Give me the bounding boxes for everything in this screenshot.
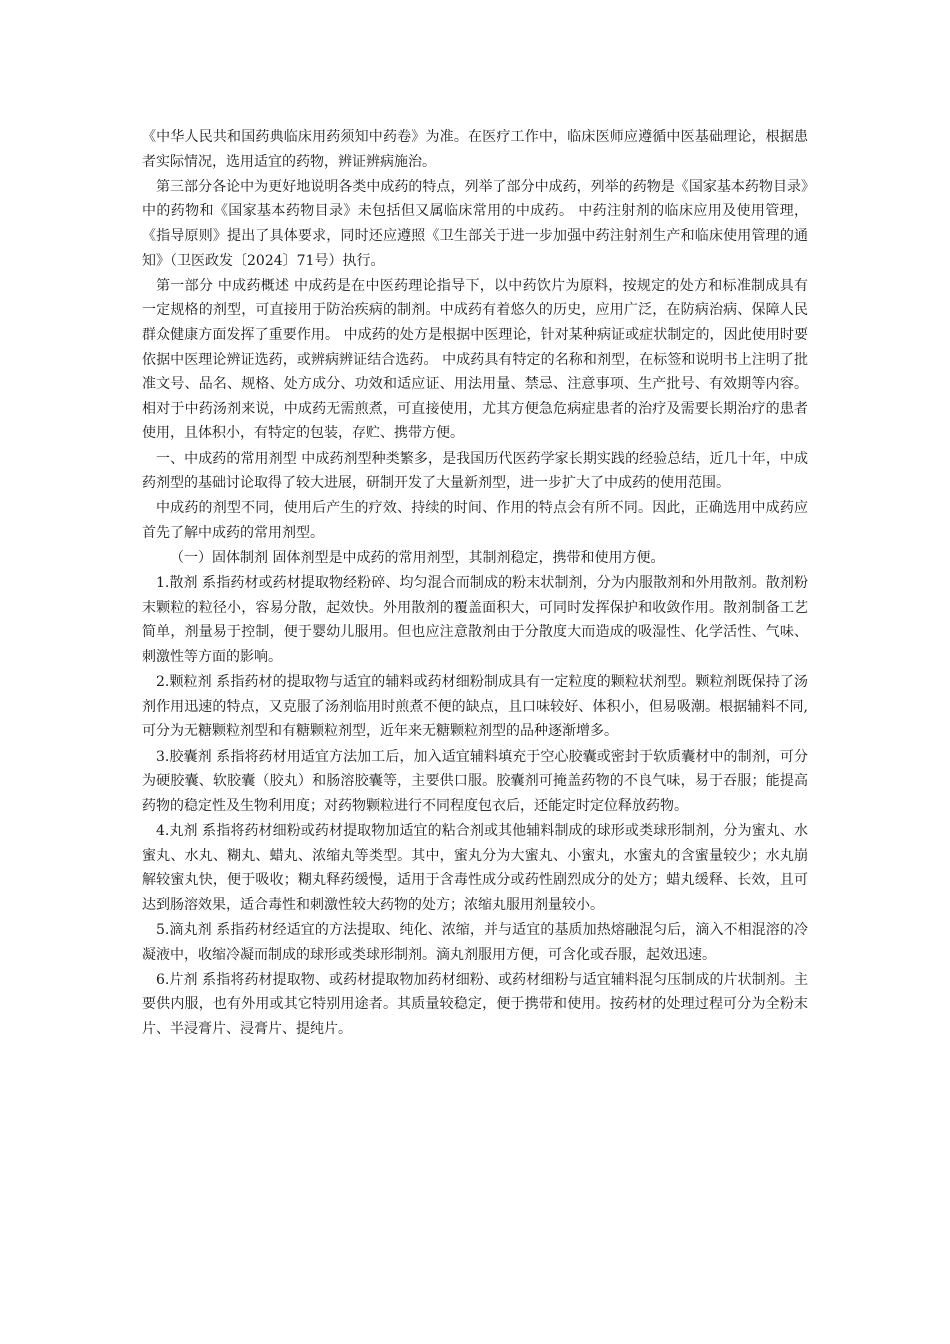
paragraph-dripping-pills: 5.滴丸剂 系指药材经适宜的方法提取、纯化、浓缩，并与适宜的基质加热熔融混匀后，滴入不相混溶的冷凝液中，收缩冷凝而制成的球形或类球形制剂。滴丸剂服用方便，可含化或吞服，起效迅速。 bbox=[142, 921, 808, 963]
paragraph-pills: 4.丸剂 系指将药材细粉或药材提取物加适宜的粘合剂或其他辅料制成的球形或类球形制剂，分为蜜丸、水蜜丸、水丸、糊丸、蜡丸、浓缩丸等类型。其中，蜜丸分为大蜜丸、小蜜丸，水蜜丸的含蜜量较少；水丸崩解较蜜丸快，便于吸收；糊丸释药缓慢，适用于含毒性成分或药性剧烈成分的处方；蜡丸缓释、长效，且可达到肠溶效果，适合毒性和刺激性较大药物的处方；浓缩丸服用剂量较小。 bbox=[142, 822, 808, 913]
paragraph-section-one-dosage-forms: 一、中成药的常用剂型 中成药剂型种类繁多，是我国历代医药学家长期实践的经验总结，近几十年，中成药剂型的基础讨论取得了较大进展，研制开发了大量新剂型，进一步扩大了中成药的使用范围。 bbox=[142, 450, 808, 492]
paragraph-granules: 2.颗粒剂 系指药材的提取物与适宜的辅料或药材细粉制成具有一定粒度的颗粒状剂型。颗粒剂既保持了汤剂作用迅速的特点，又克服了汤剂临用时煎煮不便的缺点，且口味较好、体积小，但易吸潮。根据辅料不同,可分为无糖颗粒剂型和有糖颗粒剂型，近年来无糖颗粒剂型的品种逐渐增多。 bbox=[142, 674, 808, 740]
paragraph-powders: 1.散剂 系指药材或药材提取物经粉碎、均匀混合而制成的粉末状制剂，分为内服散剂和外用散剂。散剂粉末颗粒的粒径小，容易分散，起效快。外用散剂的覆盖面积大，可同时发挥保护和收敛作用。散剂制备工艺简单，剂量易于控制，便于婴幼儿服用。但也应注意散剂由于分散度大而造成的吸湿性、化学活性、气味、刺激性等方面的影响。 bbox=[142, 575, 808, 666]
paragraph-continuation: 《中华人民共和国药典临床用药须知中药卷》为准。在医疗工作中，临床医师应遵循中医基础理论，根据患者实际情况，选用适宜的药物，辨证辨病施治。 bbox=[142, 129, 808, 170]
paragraph-solid-preparations: （一）固体制剂 固体剂型是中成药的常用剂型，其制剂稳定，携带和使用方便。 bbox=[170, 550, 665, 567]
paragraph-tablets: 6.片剂 系指将药材提取物、或药材提取物加药材细粉、或药材细粉与适宜辅料混匀压制成的片状制剂。主要供内服，也有外用或其它特别用途者。其质量较稳定，便于携带和使用。按药材的处理过程可分为全粉末片、半浸膏片、浸膏片、提纯片。 bbox=[142, 971, 808, 1037]
paragraph-capsules: 3.胶囊剂 系指将药材用适宜方法加工后，加入适宜辅料填充于空心胶囊或密封于软质囊材中的制剂，可分为硬胶囊、软胶囊（胶丸）和肠溶胶囊等，主要供口服。胶囊剂可掩盖药物的不良气味，易于吞服；能提高药物的稳定性及生物利用度；对药物颗粒进行不同程度包衣后，还能定时定位释放药物。 bbox=[142, 748, 808, 814]
document-body bbox=[142, 125, 808, 1042]
paragraph-part-one-overview: 第一部分 中成药概述 中成药是在中医药理论指导下，以中药饮片为原料，按规定的处方和标准制成具有一定规格的剂型，可直接用于防治疾病的制剂。中成药有着悠久的历史，应用广泛，在防病治病、保障人民群众健康方面发挥了重要作用。 中成药的处方是根据中医理论，针对某种病证或症状制定的，因此使用时要依据中医理论辨证选药，或辨病辨证结合选药。 中成药具有特定的名称和剂型，在标签和说明书上注明了批准文号、品名、规格、处方成分、功效和适应证、用法用量、禁忌、注意事项、生产批号、有效期等内容。相对于中药汤剂来说，中成药无需煎煮，可直接使用，尤其方便急危病症患者的治疗及需要长期治疗的患者使用，且体积小，有特定的包装，存贮、携带方便。 bbox=[142, 277, 808, 442]
paragraph-dosage-forms-note: 中成药的剂型不同，使用后产生的疗效、持续的时间、作用的特点会有所不同。因此，正确选用中成药应首先了解中成药的常用剂型。 bbox=[142, 500, 808, 541]
paragraph-part-three: 第三部分各论中为更好地说明各类中成药的特点，列举了部分中成药，列举的药物是《国家基本药物目录》中的药物和《国家基本药物目录》未包括但又属临床常用的中成药。 中药注射剂的临床应用及使用管理，《指导原则》提出了具体要求，同时还应遵照《卫生部关于进一步加强中药注射剂生产和临床使用管理的通知》（卫医政发〔2024〕71号）执行。 bbox=[142, 178, 808, 269]
